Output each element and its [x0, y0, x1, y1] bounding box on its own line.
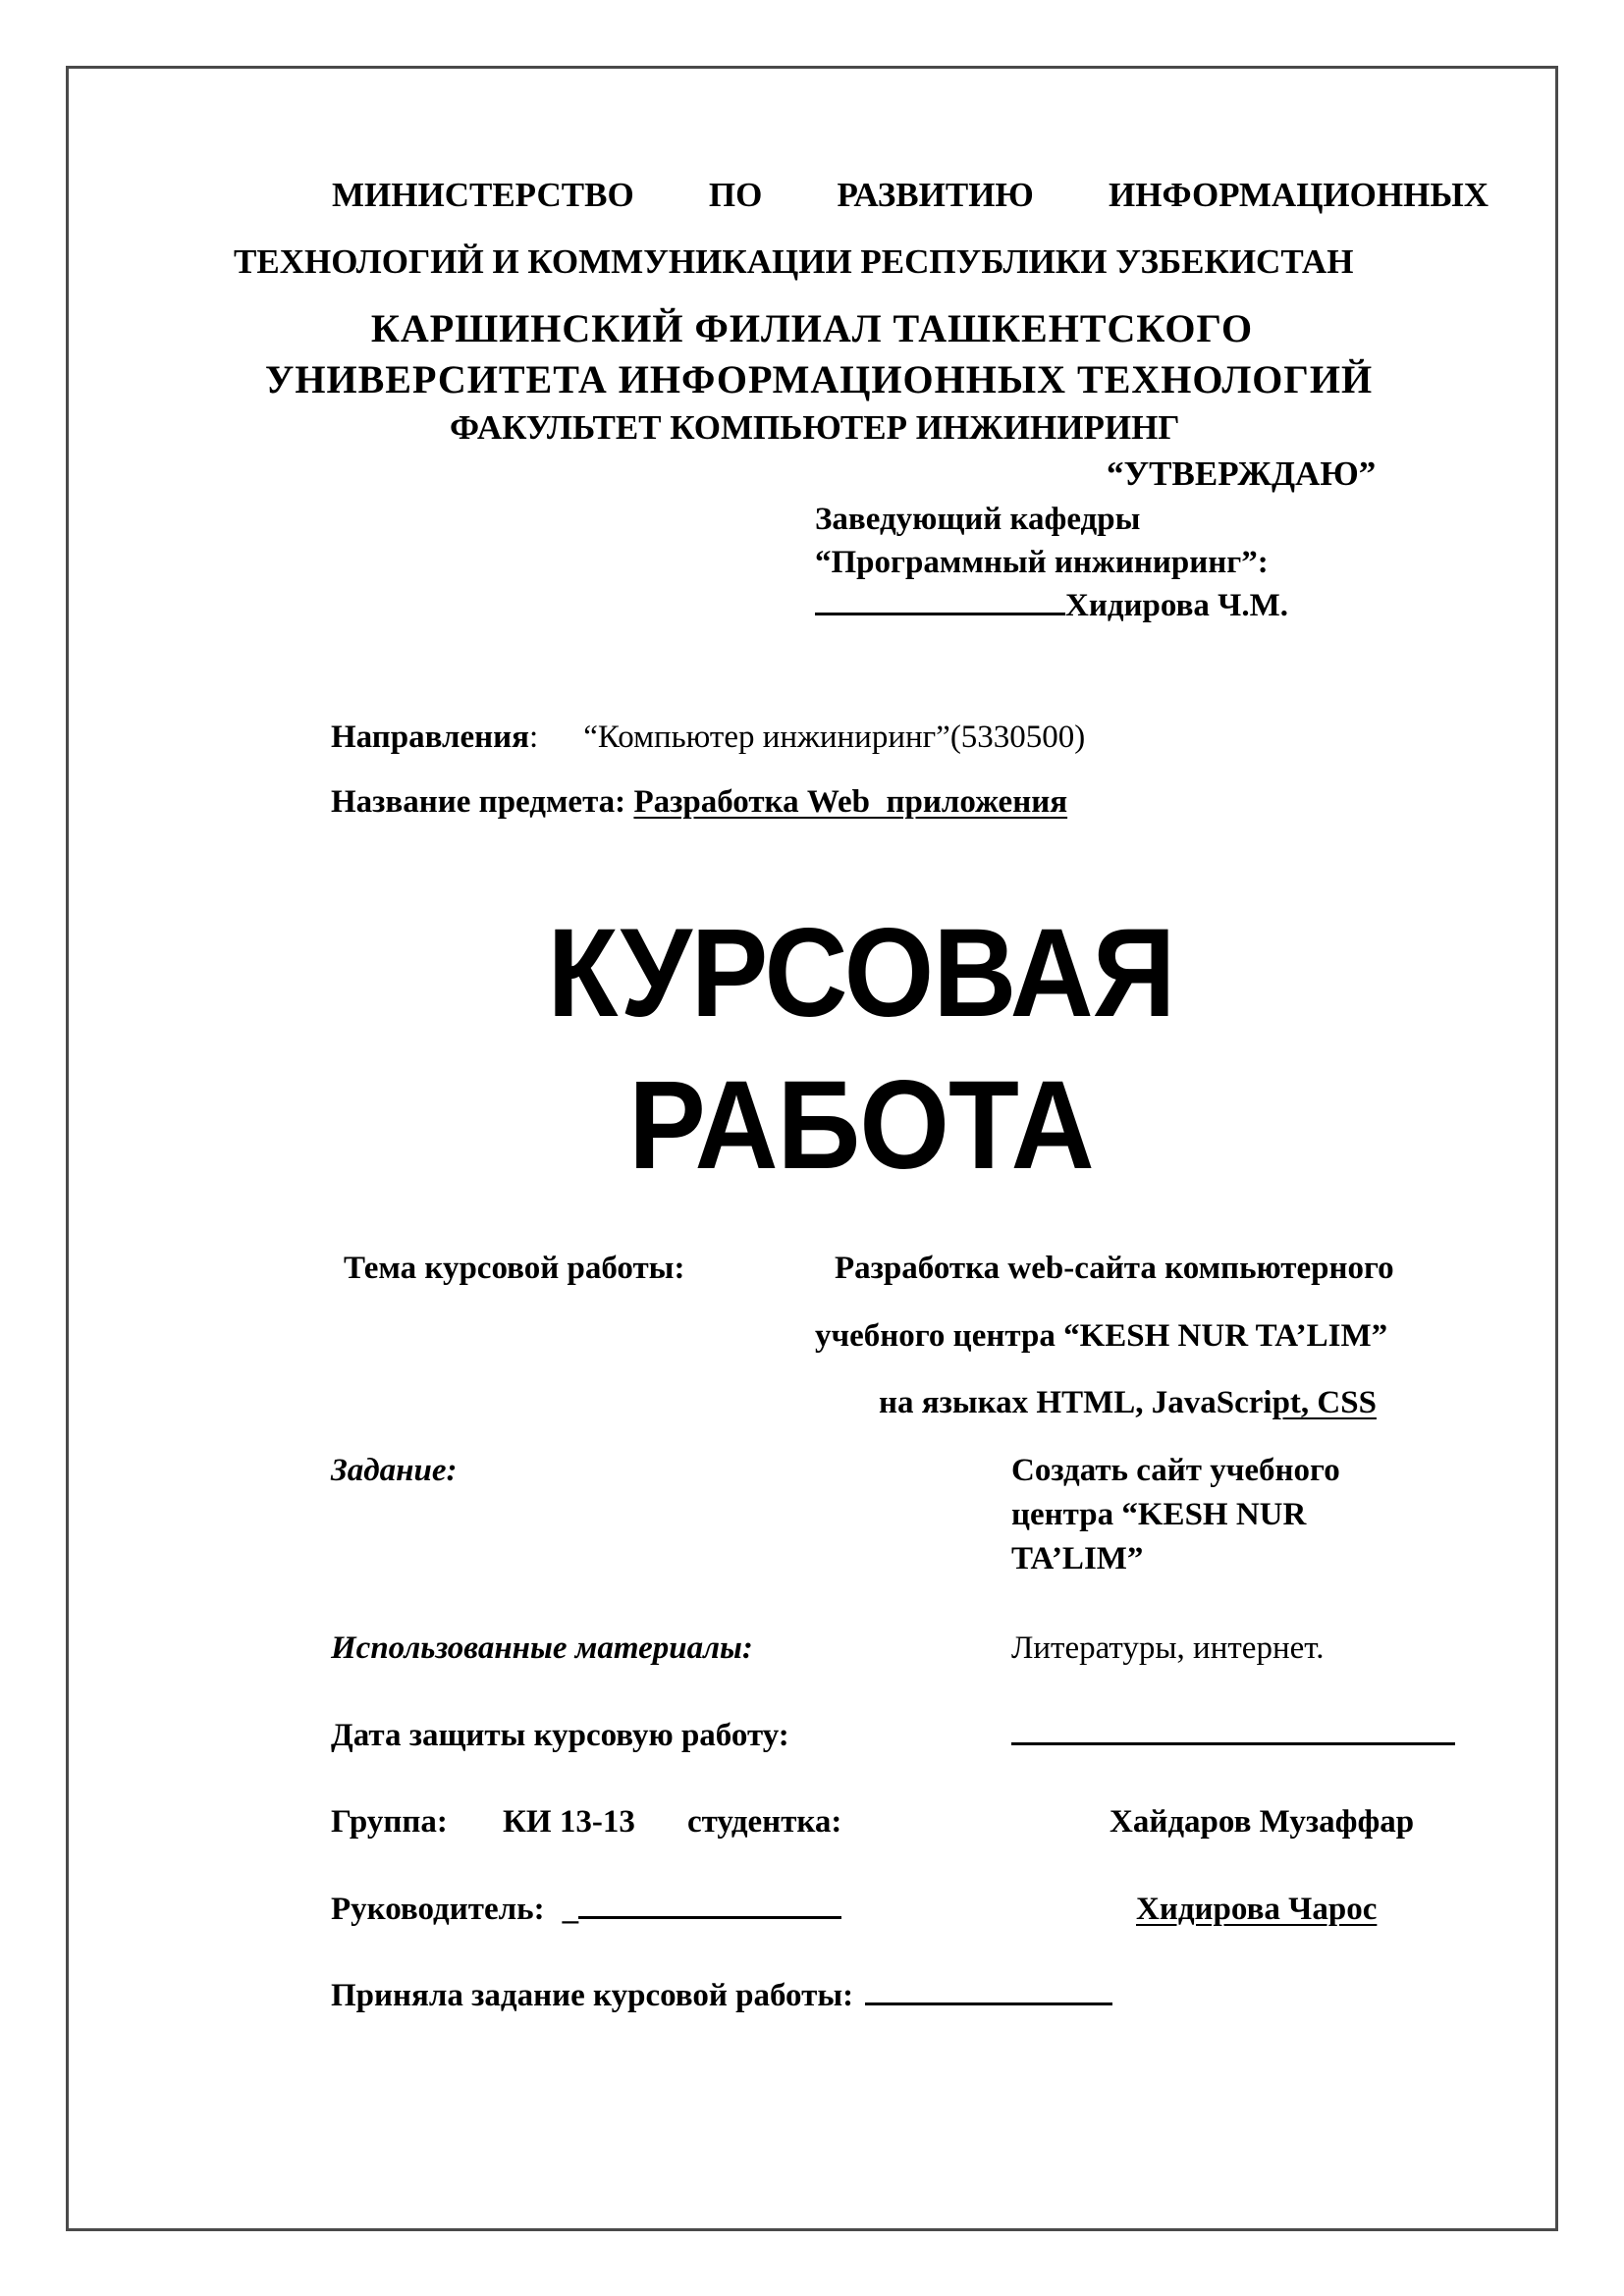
topic-line-1: Разработка web-сайта компьютерного [835, 1251, 1394, 1286]
task-line-3: TA’LIM” [1011, 1541, 1144, 1576]
topic-line-2: учебного центра “KESH NUR TA’LIM” [815, 1318, 1388, 1354]
group-label: Группа: [331, 1804, 448, 1840]
task-line-1: Создать сайт учебного [1011, 1453, 1340, 1488]
topic-label: Тема курсовой работы: [344, 1251, 685, 1286]
faculty-line: ФАКУЛЬТЕТ КОМПЬЮТЕР ИНЖИНИРИНГ [450, 408, 1180, 447]
supervisor-line: Руководитель: _ [331, 1894, 841, 1926]
task-label: Задание: [331, 1453, 458, 1488]
defense-label: Дата защиты курсовую работу: [331, 1718, 789, 1753]
student-name: Хайдаров Музаффар [1110, 1804, 1415, 1840]
supervisor-signature-blank [578, 1915, 841, 1919]
approval-signature-line: Хидирова Ч.М. [815, 590, 1288, 622]
direction-line: Направления: “Компьютер инжиниринг”(5330500) [331, 720, 1086, 755]
materials-value: Литературы, интернет. [1011, 1630, 1325, 1666]
accepted-line: Приняла задание курсовой работы: [331, 1980, 1112, 2012]
title-line-2: РАБОТА [628, 1055, 1094, 1196]
ministry-line-2: ТЕХНОЛОГИЙ И КОММУНИКАЦИИ РЕСПУБЛИКИ УЗБЕКИСТАН [234, 242, 1354, 281]
topic-line-3: на языках HTML, JavaScript, CSS [879, 1385, 1377, 1420]
materials-label: Использованные материалы: [331, 1630, 753, 1666]
ministry-line-1: МИНИСТЕРСТВО ПО РАЗВИТИЮ ИНФОРМАЦИОННЫХ [332, 176, 1489, 214]
task-line-2: центра “KESH NUR [1011, 1497, 1307, 1532]
branch-line-1: КАРШИНСКИЙ ФИЛИАЛ ТАШКЕНТСКОГО [370, 306, 1254, 350]
approval-department: “Программный инжиниринг”: [815, 545, 1269, 580]
student-label: студентка: [687, 1804, 842, 1840]
group-value: КИ 13-13 [503, 1804, 635, 1840]
signature-blank [815, 612, 1065, 615]
subject-line: Название предмета: Разработка Web приложения [331, 784, 1068, 820]
approval-head-line: Заведующий кафедры [815, 502, 1141, 537]
defense-date-blank [1011, 1720, 1455, 1752]
branch-line-2: УНИВЕРСИТЕТА ИНФОРМАЦИОННЫХ ТЕХНОЛОГИЙ [265, 357, 1374, 401]
supervisor-name: Хидирова Чарос [1136, 1892, 1378, 1927]
title-line-1: КУРСОВАЯ [547, 903, 1175, 1043]
accepted-signature-blank [865, 2002, 1112, 2005]
approval-title: “УТВЕРЖДАЮ” [1107, 454, 1377, 493]
